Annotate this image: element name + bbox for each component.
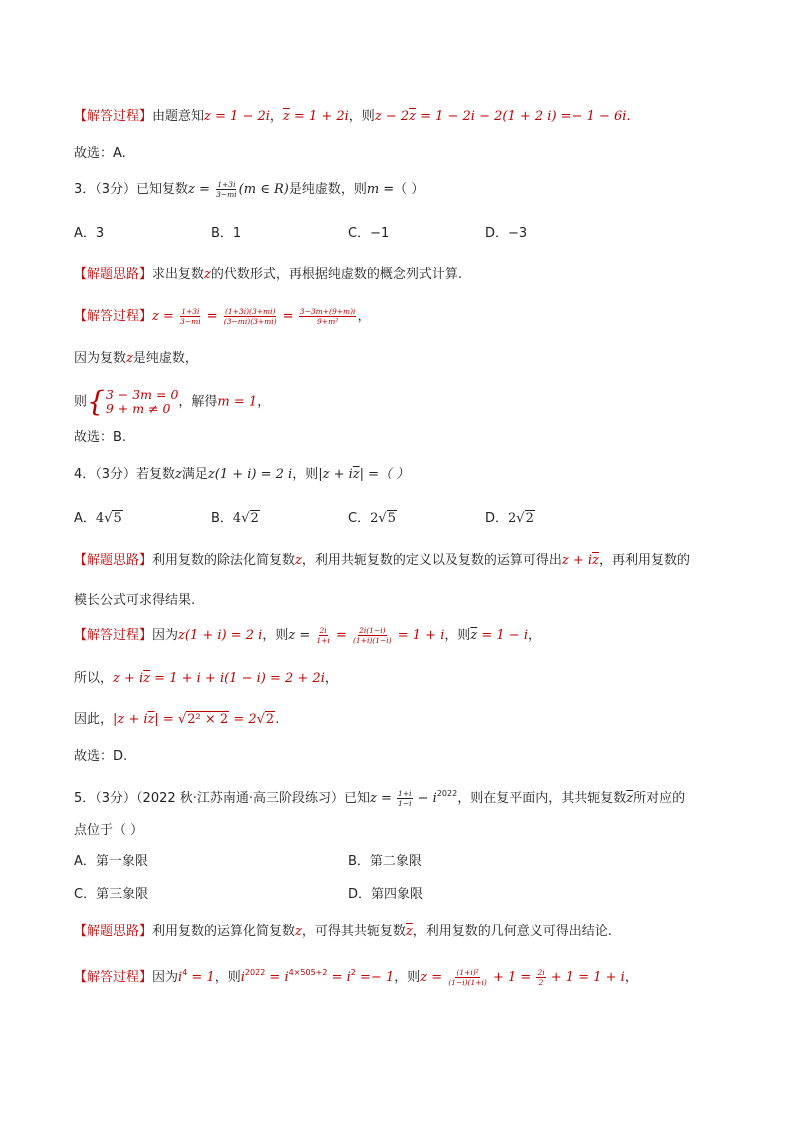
q4-choice: 故选：D. bbox=[74, 749, 128, 764]
q5-option-d: D．第四象限 bbox=[348, 887, 424, 902]
q4-process-line-3: 因此，$|z + i\overline{z}| = √2^2 \times 2 = 2√2$. bbox=[74, 712, 280, 727]
q3-option-b: B．1 bbox=[211, 226, 242, 241]
q4-option-d: D．2√2 bbox=[485, 511, 534, 526]
q5-option-c: C．第三象限 bbox=[74, 887, 149, 902]
q3-process-line-2: 因为复数z是纯虚数， bbox=[74, 351, 198, 366]
q3-idea: 【解题思路】求出复数z的代数形式，再根据纯虚数的概念列式计算. bbox=[74, 267, 463, 282]
q4-option-a: A．4√5 bbox=[74, 511, 122, 526]
q3-option-a: A．3 bbox=[74, 226, 105, 241]
q3-option-c: C．−1 bbox=[348, 226, 390, 241]
q5-process-line: 【解答过程】因为$i^4 = 1$，则$i^{2022} = i^{4\times 505+2} = i^2 =- 1$，则z = $\frac{\text{(1+i)²}}{(1-i)(1+i)}$ + 1 = $\frac{2i}{2}$ + 1 = 1 + i， bbox=[74, 968, 638, 987]
answer-tag: 【解答过程】 bbox=[74, 109, 153, 124]
q3-process-line-3: 则 { 3 − 3m = 0 9 + m ≠ 0 ，解得m = 1， bbox=[74, 385, 271, 418]
q3-process-line-1: 【解答过程】z = $\frac{1+3i}{3-mi}$ = $\frac{(1+3i)(3+mi)}{(3-mi)(3+mi)}$ = $\frac{3-3m+(9+m)i}{\text{9+m²}}$ ， bbox=[74, 307, 371, 326]
q4-option-c: C．2√5 bbox=[348, 511, 396, 526]
q5-option-a: A．第一象限 bbox=[74, 854, 148, 869]
q4-process-line-2: 所以，$z + i\overline{z} = 1 + i + i(1 - i) = 2 + 2i$， bbox=[74, 671, 338, 686]
q5-stem-line-2: 点位于（ ） bbox=[74, 823, 144, 838]
q2-choice: 故选：A. bbox=[74, 146, 126, 161]
q4-stem: 4．（3分）若复数z满足z(1 + i) = 2 i，则$|z + i\overline{z}|$ =（ ） bbox=[74, 467, 410, 482]
q5-idea: 【解题思路】利用复数的运算化简复数z，可得其共轭复数$\overline{z}$，利用复数的几何意义可得出结论. bbox=[74, 924, 612, 939]
q4-process-line-1: 【解答过程】因为z(1 + i) = 2 i，则z = $\frac{2i}{1+i}$ = $\frac{2i(1-i)}{(1+i)(1-i)}$ = 1 + i，则$\overline{z} = 1 - i$， bbox=[74, 626, 542, 645]
q3-stem: 3．（3分）已知复数z = $\frac{1+3i}{3-mi}$ (m ∈ R)是纯虚数，则m =（ ） bbox=[74, 180, 425, 199]
q2-process-line: 【解答过程】由题意知z = 1 − 2i，$\overline{z} = 1 + 2i$，则$z - 2\overline{z} = 1 - 2i - 2(1 + 2$ i) =− 1 − 6i. bbox=[74, 109, 631, 124]
q5-stem: 5．（3分）（2022 秋·江苏南通·高三阶段练习）已知z = $\frac{1+i}{1-i}$ − $i^{2022}$，则在复平面内，其共轭复数$\overline{z}$所对应的 bbox=[74, 789, 686, 808]
q4-idea: 【解题思路】利用复数的除法化简复数z，利用共轭复数的定义以及复数的运算可得出$z + i\overline{z}$，再利用复数的 bbox=[74, 553, 690, 568]
q4-option-b: B．4√2 bbox=[211, 511, 259, 526]
q3-option-d: D．−3 bbox=[485, 226, 528, 241]
q4-idea-line-2: 模长公式可求得结果. bbox=[74, 593, 196, 608]
q5-option-b: B．第二象限 bbox=[348, 854, 422, 869]
q3-choice: 故选：B. bbox=[74, 430, 127, 445]
